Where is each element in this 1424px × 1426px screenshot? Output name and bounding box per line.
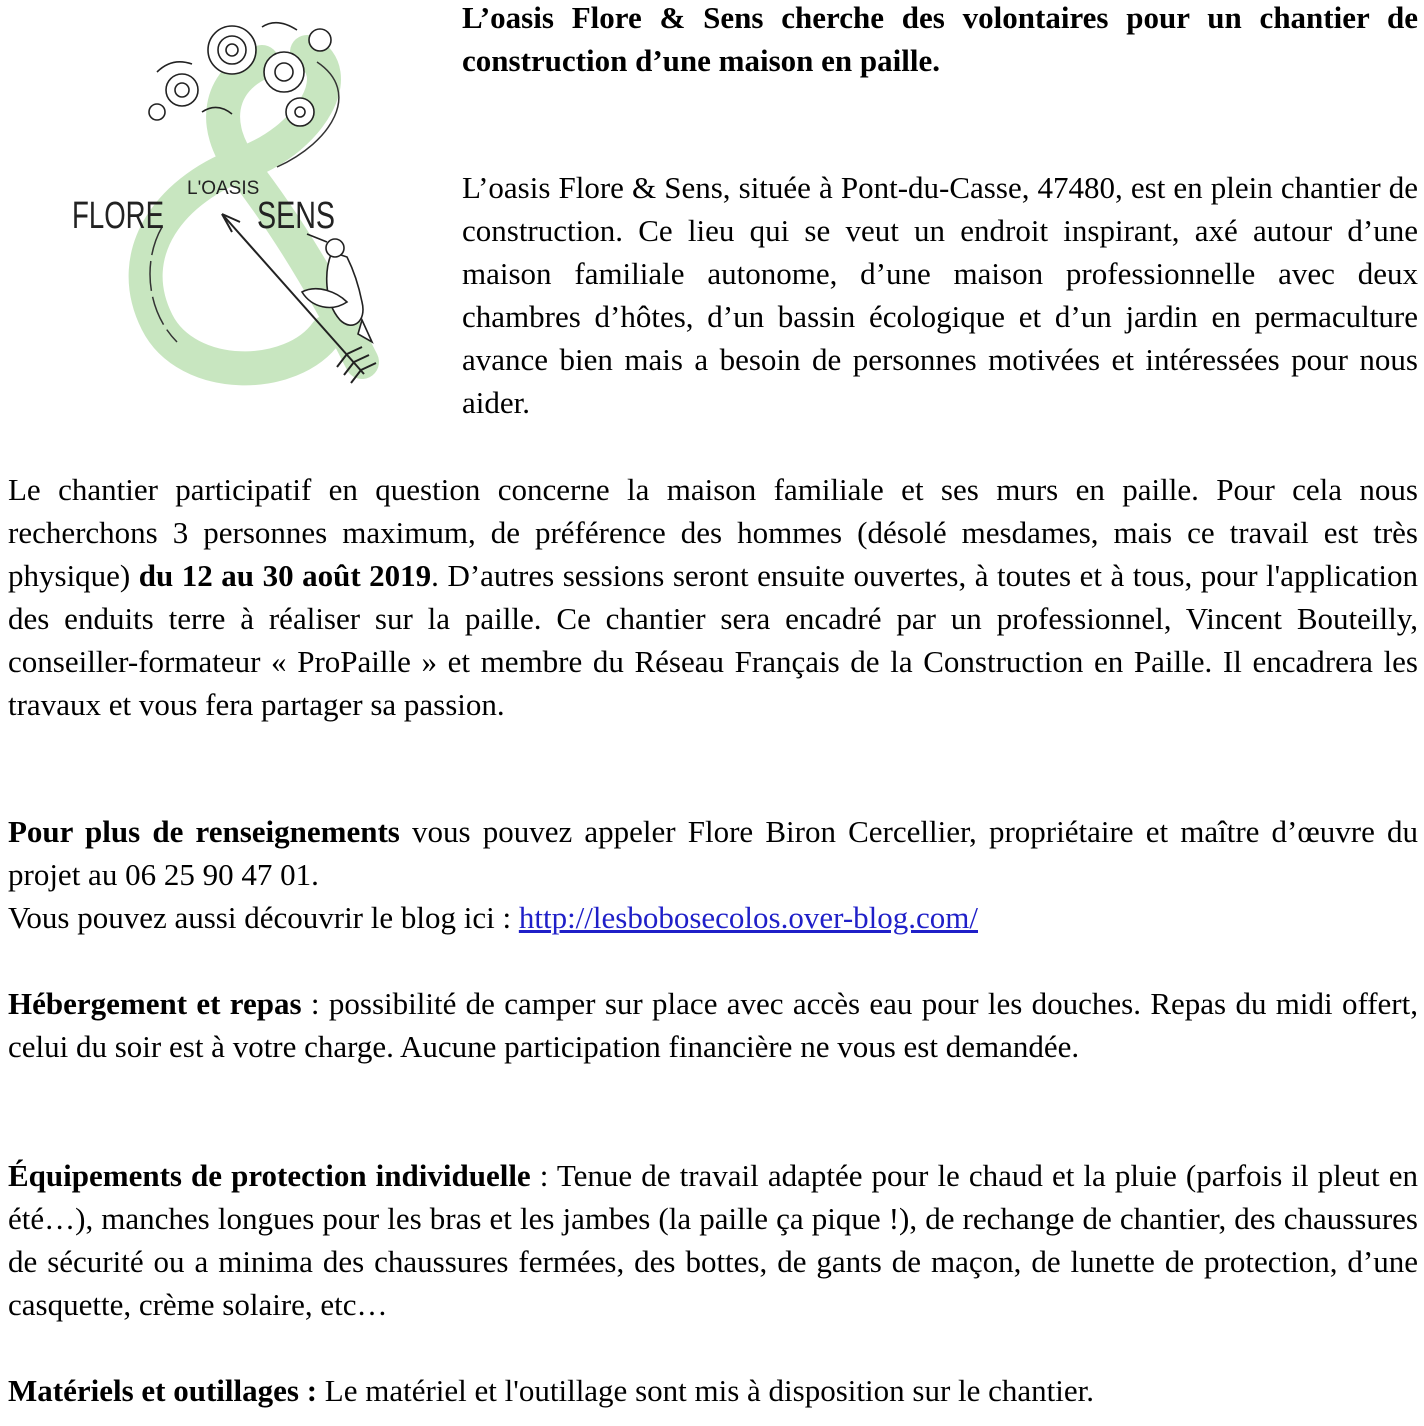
- materiels-heading: Matériels et outillages :: [8, 1373, 318, 1408]
- hebergement-heading: Hébergement et repas: [8, 986, 302, 1021]
- logo-small-text: L'OASIS: [187, 178, 260, 199]
- flore-sens-logo: [62, 2, 402, 412]
- chantier-paragraph: [8, 468, 1418, 726]
- renseignements-paragraph: [8, 810, 1418, 896]
- blog-link[interactable]: http://lesbobosecolos.over-blog.com/: [518, 900, 978, 935]
- blog-line: [8, 896, 1418, 939]
- chantier-text-after: . D’autres sessions seront ensuite ouvertes, à toutes et à tous, pour l'application des enduits terre à réaliser sur la paille. Ce chantier sera encadré par un professionnel, Vincent Bouteilly, conseiller-formateur « ProPaille » et membre du Réseau Français de la Construction en Paille. Il encadrera les travaux et vous fera partager sa passion.: [8, 558, 1418, 722]
- equipements-paragraph: [8, 1154, 1418, 1326]
- blog-prefix: Vous pouvez aussi découvrir le blog ici :: [8, 900, 519, 935]
- hebergement-text: : possibilité de camper sur place avec accès eau pour les douches. Repas du midi offert, celui du soir est à votre charge. Aucune participation financière ne vous est demandée.: [8, 986, 1418, 1064]
- page-title: L’oasis Flore & Sens cherche des volontaires pour un chantier de construction d’une maison en paille.: [462, 0, 1418, 78]
- intro-paragraph: L’oasis Flore & Sens, située à Pont-du-Casse, 47480, est en plein chantier de construction. Ce lieu qui se veut un endroit inspirant, axé autour d’une maison familiale autonome, d’une maison professionnelle avec deux chambres d’hôtes, d’un bassin écologique et d’un jardin en permaculture avance bien mais a besoin de personnes motivées et intéressées pour nous aider.: [462, 170, 1418, 420]
- materiels-text: Le matériel et l'outillage sont mis à disposition sur le chantier.: [317, 1373, 1094, 1408]
- materiels-paragraph: [8, 1369, 1418, 1412]
- chantier-text-before: Le chantier participatif en question concerne la maison familiale et ses murs en paille. Pour cela nous recherchons 3 personnes maximum, de préférence des hommes (désolé mesdames, mais ce travail est très physique): [8, 472, 1418, 593]
- hebergement-paragraph: [8, 982, 1418, 1068]
- chantier-dates: du 12 au 30 août 2019: [138, 558, 432, 593]
- renseignements-text: vous pouvez appeler Flore Biron Cercellier, propriétaire et maître d’œuvre du projet au 06 25 90 47 01.: [8, 814, 1418, 892]
- logo-left-text: FLORE: [72, 195, 164, 237]
- equipements-heading: Équipements de protection individuelle: [8, 1158, 531, 1193]
- logo-right-text: SENS: [257, 195, 335, 237]
- equipements-text: : Tenue de travail adaptée pour le chaud et la pluie (parfois il pleut en été…), manches longues pour les bras et les jambes (la paille ça pique !), de rechange de chantier, des chaussures de sécurité ou a minima des chaussures fermées, des bottes, de gants de maçon, de lunette de protection, d’une casquette, crème solaire, etc…: [8, 1158, 1418, 1322]
- renseignements-heading: Pour plus de renseignements: [8, 814, 400, 849]
